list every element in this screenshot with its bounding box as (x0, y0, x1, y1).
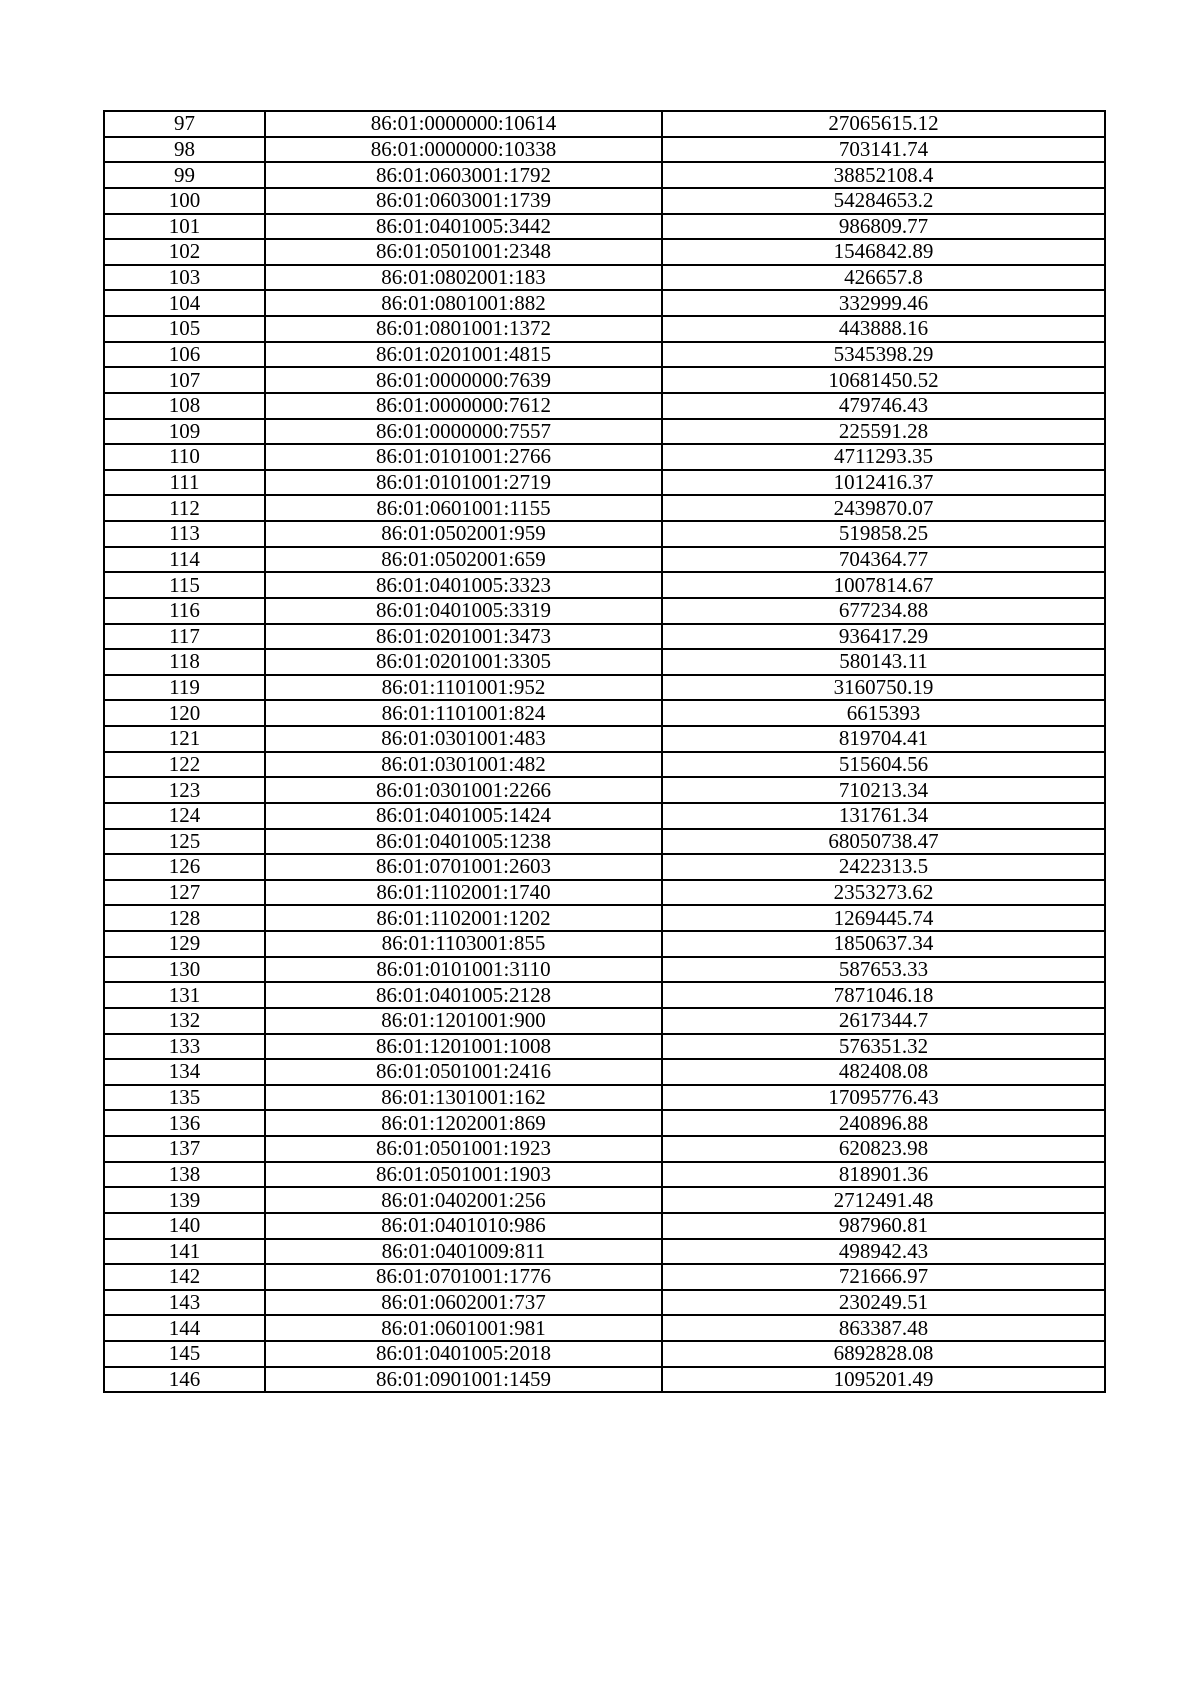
table-row (104, 111, 1105, 137)
table-row (104, 521, 1105, 547)
row-number-cell: 134 (104, 1059, 265, 1085)
cadastral-number-cell: 86:01:1201001:1008 (265, 1034, 662, 1060)
table-row (104, 1187, 1105, 1213)
cadastral-value-cell: 721666.97 (662, 1264, 1105, 1290)
cadastral-value-cell: 587653.33 (662, 957, 1105, 983)
cadastral-number-cell: 86:01:0101001:2719 (265, 470, 662, 496)
cadastral-number-cell: 86:01:0501001:2416 (265, 1059, 662, 1085)
row-number-cell: 139 (104, 1187, 265, 1213)
cadastral-value-cell: 704364.77 (662, 547, 1105, 573)
cadastral-number-cell: 86:01:0301001:482 (265, 752, 662, 778)
table-row (104, 1341, 1105, 1367)
row-number-cell: 108 (104, 393, 265, 419)
cadastral-number-cell: 86:01:0501001:2348 (265, 239, 662, 265)
cadastral-value-cell: 443888.16 (662, 316, 1105, 342)
table-row (104, 214, 1105, 240)
row-number-cell: 126 (104, 854, 265, 880)
row-number-cell: 123 (104, 777, 265, 803)
table-row (104, 419, 1105, 445)
row-number-cell: 128 (104, 905, 265, 931)
cadastral-value-cell: 240896.88 (662, 1110, 1105, 1136)
table-body (104, 111, 1105, 1392)
row-number-cell: 111 (104, 470, 265, 496)
cadastral-value-cell: 986809.77 (662, 214, 1105, 240)
table-row (104, 1059, 1105, 1085)
cadastral-number-cell: 86:01:0603001:1739 (265, 188, 662, 214)
table-row (104, 854, 1105, 880)
row-number-cell: 99 (104, 162, 265, 188)
row-number-cell: 136 (104, 1110, 265, 1136)
table-row (104, 905, 1105, 931)
table-row (104, 700, 1105, 726)
cadastral-value-cell: 5345398.29 (662, 342, 1105, 368)
row-number-cell: 122 (104, 752, 265, 778)
cadastral-number-cell: 86:01:0602001:737 (265, 1290, 662, 1316)
cadastral-value-cell: 4711293.35 (662, 444, 1105, 470)
table-row (104, 547, 1105, 573)
cadastral-value-cell: 2439870.07 (662, 495, 1105, 521)
table-row (104, 931, 1105, 957)
table-row (104, 649, 1105, 675)
table-row (104, 239, 1105, 265)
cadastral-number-cell: 86:01:0301001:483 (265, 726, 662, 752)
row-number-cell: 115 (104, 572, 265, 598)
row-number-cell: 138 (104, 1162, 265, 1188)
cadastral-value-cell: 479746.43 (662, 393, 1105, 419)
cadastral-number-cell: 86:01:0401005:1424 (265, 803, 662, 829)
cadastral-value-cell: 580143.11 (662, 649, 1105, 675)
table-row (104, 1239, 1105, 1265)
cadastral-value-cell: 482408.08 (662, 1059, 1105, 1085)
row-number-cell: 101 (104, 214, 265, 240)
cadastral-value-cell: 3160750.19 (662, 675, 1105, 701)
cadastral-number-cell: 86:01:0603001:1792 (265, 162, 662, 188)
row-number-cell: 142 (104, 1264, 265, 1290)
row-number-cell: 146 (104, 1367, 265, 1393)
table-row (104, 982, 1105, 1008)
cadastral-value-cell: 2617344.7 (662, 1008, 1105, 1034)
table-row (104, 393, 1105, 419)
cadastral-number-cell: 86:01:0000000:7639 (265, 367, 662, 393)
cadastral-value-cell: 38852108.4 (662, 162, 1105, 188)
cadastral-number-cell: 86:01:0101001:2766 (265, 444, 662, 470)
table-row (104, 1008, 1105, 1034)
row-number-cell: 104 (104, 290, 265, 316)
cadastral-number-cell: 86:01:0801001:1372 (265, 316, 662, 342)
cadastral-value-cell: 6892828.08 (662, 1341, 1105, 1367)
table-row (104, 162, 1105, 188)
cadastral-number-cell: 86:01:0401005:3442 (265, 214, 662, 240)
cadastral-number-cell: 86:01:0401009:811 (265, 1239, 662, 1265)
cadastral-value-cell: 225591.28 (662, 419, 1105, 445)
cadastral-number-cell: 86:01:0401010:986 (265, 1213, 662, 1239)
row-number-cell: 120 (104, 700, 265, 726)
cadastral-value-cell: 1850637.34 (662, 931, 1105, 957)
cadastral-value-cell: 703141.74 (662, 137, 1105, 163)
table-row (104, 752, 1105, 778)
cadastral-number-cell: 86:01:0501001:1923 (265, 1136, 662, 1162)
row-number-cell: 118 (104, 649, 265, 675)
cadastral-value-cell: 6615393 (662, 700, 1105, 726)
cadastral-value-table (103, 110, 1106, 1393)
cadastral-number-cell: 86:01:0401005:2128 (265, 982, 662, 1008)
cadastral-value-cell: 710213.34 (662, 777, 1105, 803)
table-row (104, 316, 1105, 342)
row-number-cell: 113 (104, 521, 265, 547)
cadastral-value-cell: 519858.25 (662, 521, 1105, 547)
cadastral-value-cell: 620823.98 (662, 1136, 1105, 1162)
cadastral-number-cell: 86:01:1102001:1740 (265, 880, 662, 906)
row-number-cell: 119 (104, 675, 265, 701)
table-row (104, 957, 1105, 983)
table-row (104, 444, 1105, 470)
cadastral-number-cell: 86:01:1101001:824 (265, 700, 662, 726)
table-row (104, 367, 1105, 393)
table-row (104, 342, 1105, 368)
table-row (104, 1290, 1105, 1316)
row-number-cell: 117 (104, 624, 265, 650)
cadastral-number-cell: 86:01:0502001:659 (265, 547, 662, 573)
cadastral-value-cell: 677234.88 (662, 598, 1105, 624)
table-row (104, 726, 1105, 752)
cadastral-value-cell: 1546842.89 (662, 239, 1105, 265)
table-row (104, 1213, 1105, 1239)
cadastral-value-cell: 818901.36 (662, 1162, 1105, 1188)
table-row (104, 803, 1105, 829)
row-number-cell: 112 (104, 495, 265, 521)
cadastral-value-cell: 1269445.74 (662, 905, 1105, 931)
row-number-cell: 98 (104, 137, 265, 163)
row-number-cell: 114 (104, 547, 265, 573)
table-row (104, 572, 1105, 598)
cadastral-number-cell: 86:01:0501001:1903 (265, 1162, 662, 1188)
row-number-cell: 131 (104, 982, 265, 1008)
cadastral-number-cell: 86:01:0401005:3323 (265, 572, 662, 598)
row-number-cell: 132 (104, 1008, 265, 1034)
cadastral-number-cell: 86:01:0000000:7557 (265, 419, 662, 445)
cadastral-value-cell: 498942.43 (662, 1239, 1105, 1265)
row-number-cell: 140 (104, 1213, 265, 1239)
cadastral-number-cell: 86:01:0502001:959 (265, 521, 662, 547)
table-row (104, 1264, 1105, 1290)
cadastral-value-cell: 230249.51 (662, 1290, 1105, 1316)
cadastral-value-cell: 2712491.48 (662, 1187, 1105, 1213)
cadastral-value-cell: 27065615.12 (662, 111, 1105, 137)
cadastral-number-cell: 86:01:0301001:2266 (265, 777, 662, 803)
cadastral-value-cell: 576351.32 (662, 1034, 1105, 1060)
row-number-cell: 97 (104, 111, 265, 137)
cadastral-number-cell: 86:01:0701001:1776 (265, 1264, 662, 1290)
row-number-cell: 137 (104, 1136, 265, 1162)
cadastral-number-cell: 86:01:0000000:7612 (265, 393, 662, 419)
row-number-cell: 107 (104, 367, 265, 393)
cadastral-number-cell: 86:01:0601001:1155 (265, 495, 662, 521)
row-number-cell: 109 (104, 419, 265, 445)
row-number-cell: 125 (104, 829, 265, 855)
cadastral-number-cell: 86:01:1202001:869 (265, 1110, 662, 1136)
cadastral-number-cell: 86:01:0101001:3110 (265, 957, 662, 983)
row-number-cell: 106 (104, 342, 265, 368)
cadastral-value-cell: 17095776.43 (662, 1085, 1105, 1111)
row-number-cell: 103 (104, 265, 265, 291)
cadastral-value-cell: 863387.48 (662, 1315, 1105, 1341)
cadastral-number-cell: 86:01:1201001:900 (265, 1008, 662, 1034)
cadastral-value-cell: 68050738.47 (662, 829, 1105, 855)
table-row (104, 470, 1105, 496)
row-number-cell: 116 (104, 598, 265, 624)
row-number-cell: 141 (104, 1239, 265, 1265)
cadastral-value-cell: 987960.81 (662, 1213, 1105, 1239)
cadastral-number-cell: 86:01:0201001:3473 (265, 624, 662, 650)
table-row (104, 137, 1105, 163)
cadastral-value-cell: 2353273.62 (662, 880, 1105, 906)
cadastral-value-cell: 131761.34 (662, 803, 1105, 829)
cadastral-number-cell: 86:01:0901001:1459 (265, 1367, 662, 1393)
table-row (104, 1034, 1105, 1060)
cadastral-value-cell: 1095201.49 (662, 1367, 1105, 1393)
cadastral-number-cell: 86:01:1103001:855 (265, 931, 662, 957)
row-number-cell: 143 (104, 1290, 265, 1316)
table-row (104, 624, 1105, 650)
row-number-cell: 130 (104, 957, 265, 983)
cadastral-value-cell: 515604.56 (662, 752, 1105, 778)
cadastral-number-cell: 86:01:0201001:4815 (265, 342, 662, 368)
table-row (104, 1315, 1105, 1341)
row-number-cell: 105 (104, 316, 265, 342)
cadastral-number-cell: 86:01:0401005:1238 (265, 829, 662, 855)
cadastral-value-cell: 54284653.2 (662, 188, 1105, 214)
table-row (104, 1085, 1105, 1111)
cadastral-number-cell: 86:01:0801001:882 (265, 290, 662, 316)
cadastral-number-cell: 86:01:0000000:10614 (265, 111, 662, 137)
cadastral-value-cell: 2422313.5 (662, 854, 1105, 880)
cadastral-number-cell: 86:01:0000000:10338 (265, 137, 662, 163)
table-row (104, 265, 1105, 291)
row-number-cell: 144 (104, 1315, 265, 1341)
table-row (104, 675, 1105, 701)
row-number-cell: 121 (104, 726, 265, 752)
cadastral-number-cell: 86:01:0802001:183 (265, 265, 662, 291)
cadastral-value-cell: 332999.46 (662, 290, 1105, 316)
table-row (104, 1110, 1105, 1136)
cadastral-value-cell: 936417.29 (662, 624, 1105, 650)
row-number-cell: 145 (104, 1341, 265, 1367)
cadastral-number-cell: 86:01:1301001:162 (265, 1085, 662, 1111)
table-row (104, 829, 1105, 855)
row-number-cell: 133 (104, 1034, 265, 1060)
table-row (104, 880, 1105, 906)
row-number-cell: 124 (104, 803, 265, 829)
table-row (104, 495, 1105, 521)
cadastral-number-cell: 86:01:0601001:981 (265, 1315, 662, 1341)
table-row (104, 1162, 1105, 1188)
table-row (104, 290, 1105, 316)
row-number-cell: 127 (104, 880, 265, 906)
row-number-cell: 100 (104, 188, 265, 214)
table-row (104, 188, 1105, 214)
cadastral-number-cell: 86:01:0401005:2018 (265, 1341, 662, 1367)
cadastral-value-cell: 10681450.52 (662, 367, 1105, 393)
row-number-cell: 102 (104, 239, 265, 265)
table-row (104, 777, 1105, 803)
row-number-cell: 110 (104, 444, 265, 470)
cadastral-number-cell: 86:01:0201001:3305 (265, 649, 662, 675)
cadastral-value-cell: 7871046.18 (662, 982, 1105, 1008)
row-number-cell: 129 (104, 931, 265, 957)
cadastral-value-cell: 1012416.37 (662, 470, 1105, 496)
cadastral-number-cell: 86:01:1102001:1202 (265, 905, 662, 931)
cadastral-value-cell: 426657.8 (662, 265, 1105, 291)
cadastral-value-cell: 1007814.67 (662, 572, 1105, 598)
cadastral-number-cell: 86:01:1101001:952 (265, 675, 662, 701)
table-row (104, 1136, 1105, 1162)
cadastral-value-cell: 819704.41 (662, 726, 1105, 752)
cadastral-number-cell: 86:01:0401005:3319 (265, 598, 662, 624)
table-row (104, 598, 1105, 624)
cadastral-number-cell: 86:01:0402001:256 (265, 1187, 662, 1213)
table-row (104, 1367, 1105, 1393)
row-number-cell: 135 (104, 1085, 265, 1111)
cadastral-number-cell: 86:01:0701001:2603 (265, 854, 662, 880)
